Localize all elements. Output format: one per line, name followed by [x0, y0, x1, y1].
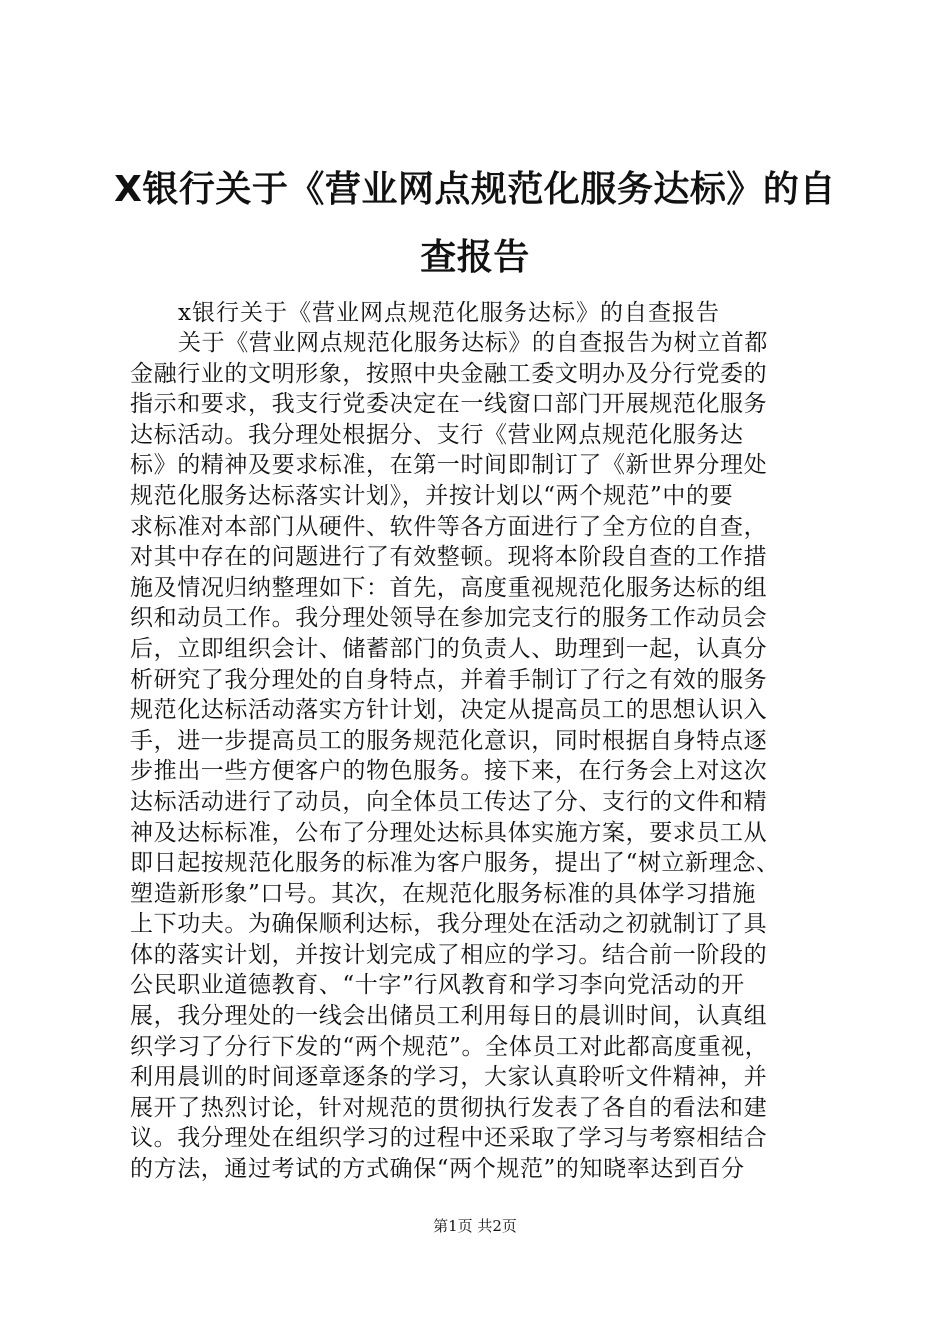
body-paragraph: [130, 328, 830, 1185]
body-line: 析研究了我分理处的自身特点，并着手制订了行之有效的服务: [130, 666, 768, 693]
body-line: 规范化达标活动落实方针计划，决定从提高员工的思想认识入: [130, 697, 768, 724]
body-line: 的方法，通过考试的方式确保“两个规范”的知晓率达到百分: [130, 1156, 745, 1183]
body-line: 金融行业的文明形象，按照中央金融工委文明办及分行党委的: [130, 360, 768, 387]
body-line: 上下功夫。为确保顺利达标，我分理处在活动之初就制订了具: [130, 911, 768, 938]
body-line: 求标准对本部门从硬件、软件等各方面进行了全方位的自查，: [130, 513, 768, 540]
body-line: 体的落实计划，并按计划完成了相应的学习。结合前一阶段的: [130, 941, 768, 968]
body-line: 达标活动。我分理处根据分、支行《营业网点规范化服务达: [130, 421, 744, 448]
body-line: 展开了热烈讨论，针对规范的贯彻执行发表了各自的看法和建: [130, 1094, 768, 1121]
title-line: 查报告: [420, 237, 530, 278]
body-line: 利用晨训的时间逐章逐条的学习，大家认真聆听文件精神，并: [130, 1064, 768, 1091]
body-line: 手，进一步提高员工的服务规范化意识，同时根据自身特点逐: [130, 727, 768, 754]
body-line: 对其中存在的问题进行了有效整顿。现将本阶段自查的工作措: [130, 544, 768, 571]
body-line: 织和动员工作。我分理处领导在参加完支行的服务工作动员会: [130, 605, 768, 632]
body-line: 神及达标标准，公布了分理处达标具体实施方案，要求员工从: [130, 819, 768, 846]
page-number-footer: 第1页 共2页: [433, 1217, 517, 1235]
body-line: 塑造新形象”口号。其次，在规范化服务标准的具体学习措施: [130, 880, 756, 907]
body-line: 规范化服务达标落实计划》，并按计划以“两个规范”中的要: [130, 482, 734, 509]
document-title: [110, 156, 840, 292]
body-line: 达标活动进行了动员，向全体员工传达了分、支行的文件和精: [130, 788, 768, 815]
body-line: 即日起按规范化服务的标准为客户服务，提出了“树立新理念、: [130, 850, 780, 877]
body-line: 关于《营业网点规范化服务达标》的自查报告为树立首都: [178, 330, 768, 356]
body-line: 织学习了分行下发的“两个规范”。全体员工对此都高度重视，: [130, 1033, 769, 1060]
title-line: X银行关于《营业网点规范化服务达标》的自: [114, 169, 836, 210]
body-line: 指示和要求，我支行党委决定在一线窗口部门开展规范化服务: [130, 391, 768, 418]
body-line: 公民职业道德教育、“十字”行风教育和学习李向党活动的开: [130, 972, 745, 999]
body-line: 展，我分理处的一线会出储员工利用每日的晨训时间，认真组: [130, 1003, 768, 1030]
body-line: 议。我分理处在组织学习的过程中还采取了学习与考察相结合: [130, 1125, 768, 1152]
body-line: 施及情况归纳整理如下：首先，高度重视规范化服务达标的组: [130, 574, 768, 601]
body-line: 步推出一些方便客户的物色服务。接下来，在行务会上对这次: [130, 758, 768, 785]
body-line: 标》的精神及要求标准，在第一时间即制订了《新世界分理处: [130, 452, 768, 479]
body-line: 后，立即组织会计、储蓄部门的负责人、助理到一起，认真分: [130, 635, 768, 662]
document-subtitle: x银行关于《营业网点规范化服务达标》的自查报告: [178, 300, 720, 326]
